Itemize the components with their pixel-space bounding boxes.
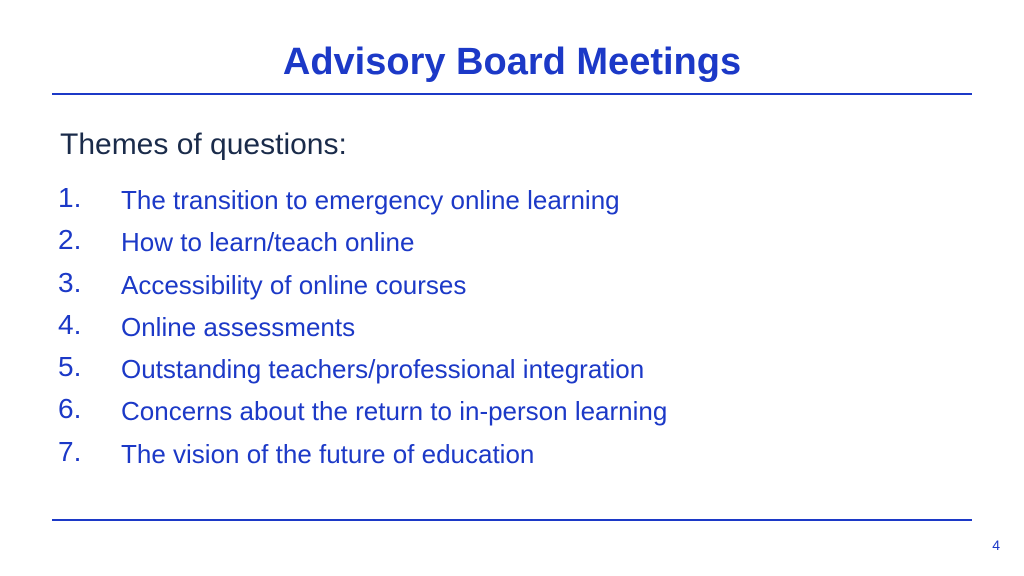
list-number: 4. (58, 308, 82, 340)
list-text: The transition to emergency online learning (121, 185, 620, 215)
list-number: 2. (58, 224, 82, 256)
slide-title: Advisory Board Meetings (282, 41, 742, 83)
list-number: 1. (58, 182, 82, 213)
list-text: The vision of the future of education (121, 438, 535, 469)
list-number: 6. (58, 393, 82, 425)
list-number: 7. (58, 435, 82, 467)
list-text: Outstanding teachers/professional integration (121, 354, 645, 385)
list-number: 5. (58, 351, 82, 383)
page-number: 4 (992, 537, 1000, 553)
list-text: Online assessments (121, 311, 356, 342)
slide-subtitle: Themes of questions: (60, 128, 347, 161)
list-text: Concerns about the return to in-person learning (121, 396, 668, 427)
footer-divider (52, 519, 972, 521)
title-divider (52, 93, 972, 95)
list-text: Accessibility of online courses (121, 269, 467, 300)
list-number: 3. (58, 266, 82, 298)
list-text: How to learn/teach online (121, 227, 415, 258)
